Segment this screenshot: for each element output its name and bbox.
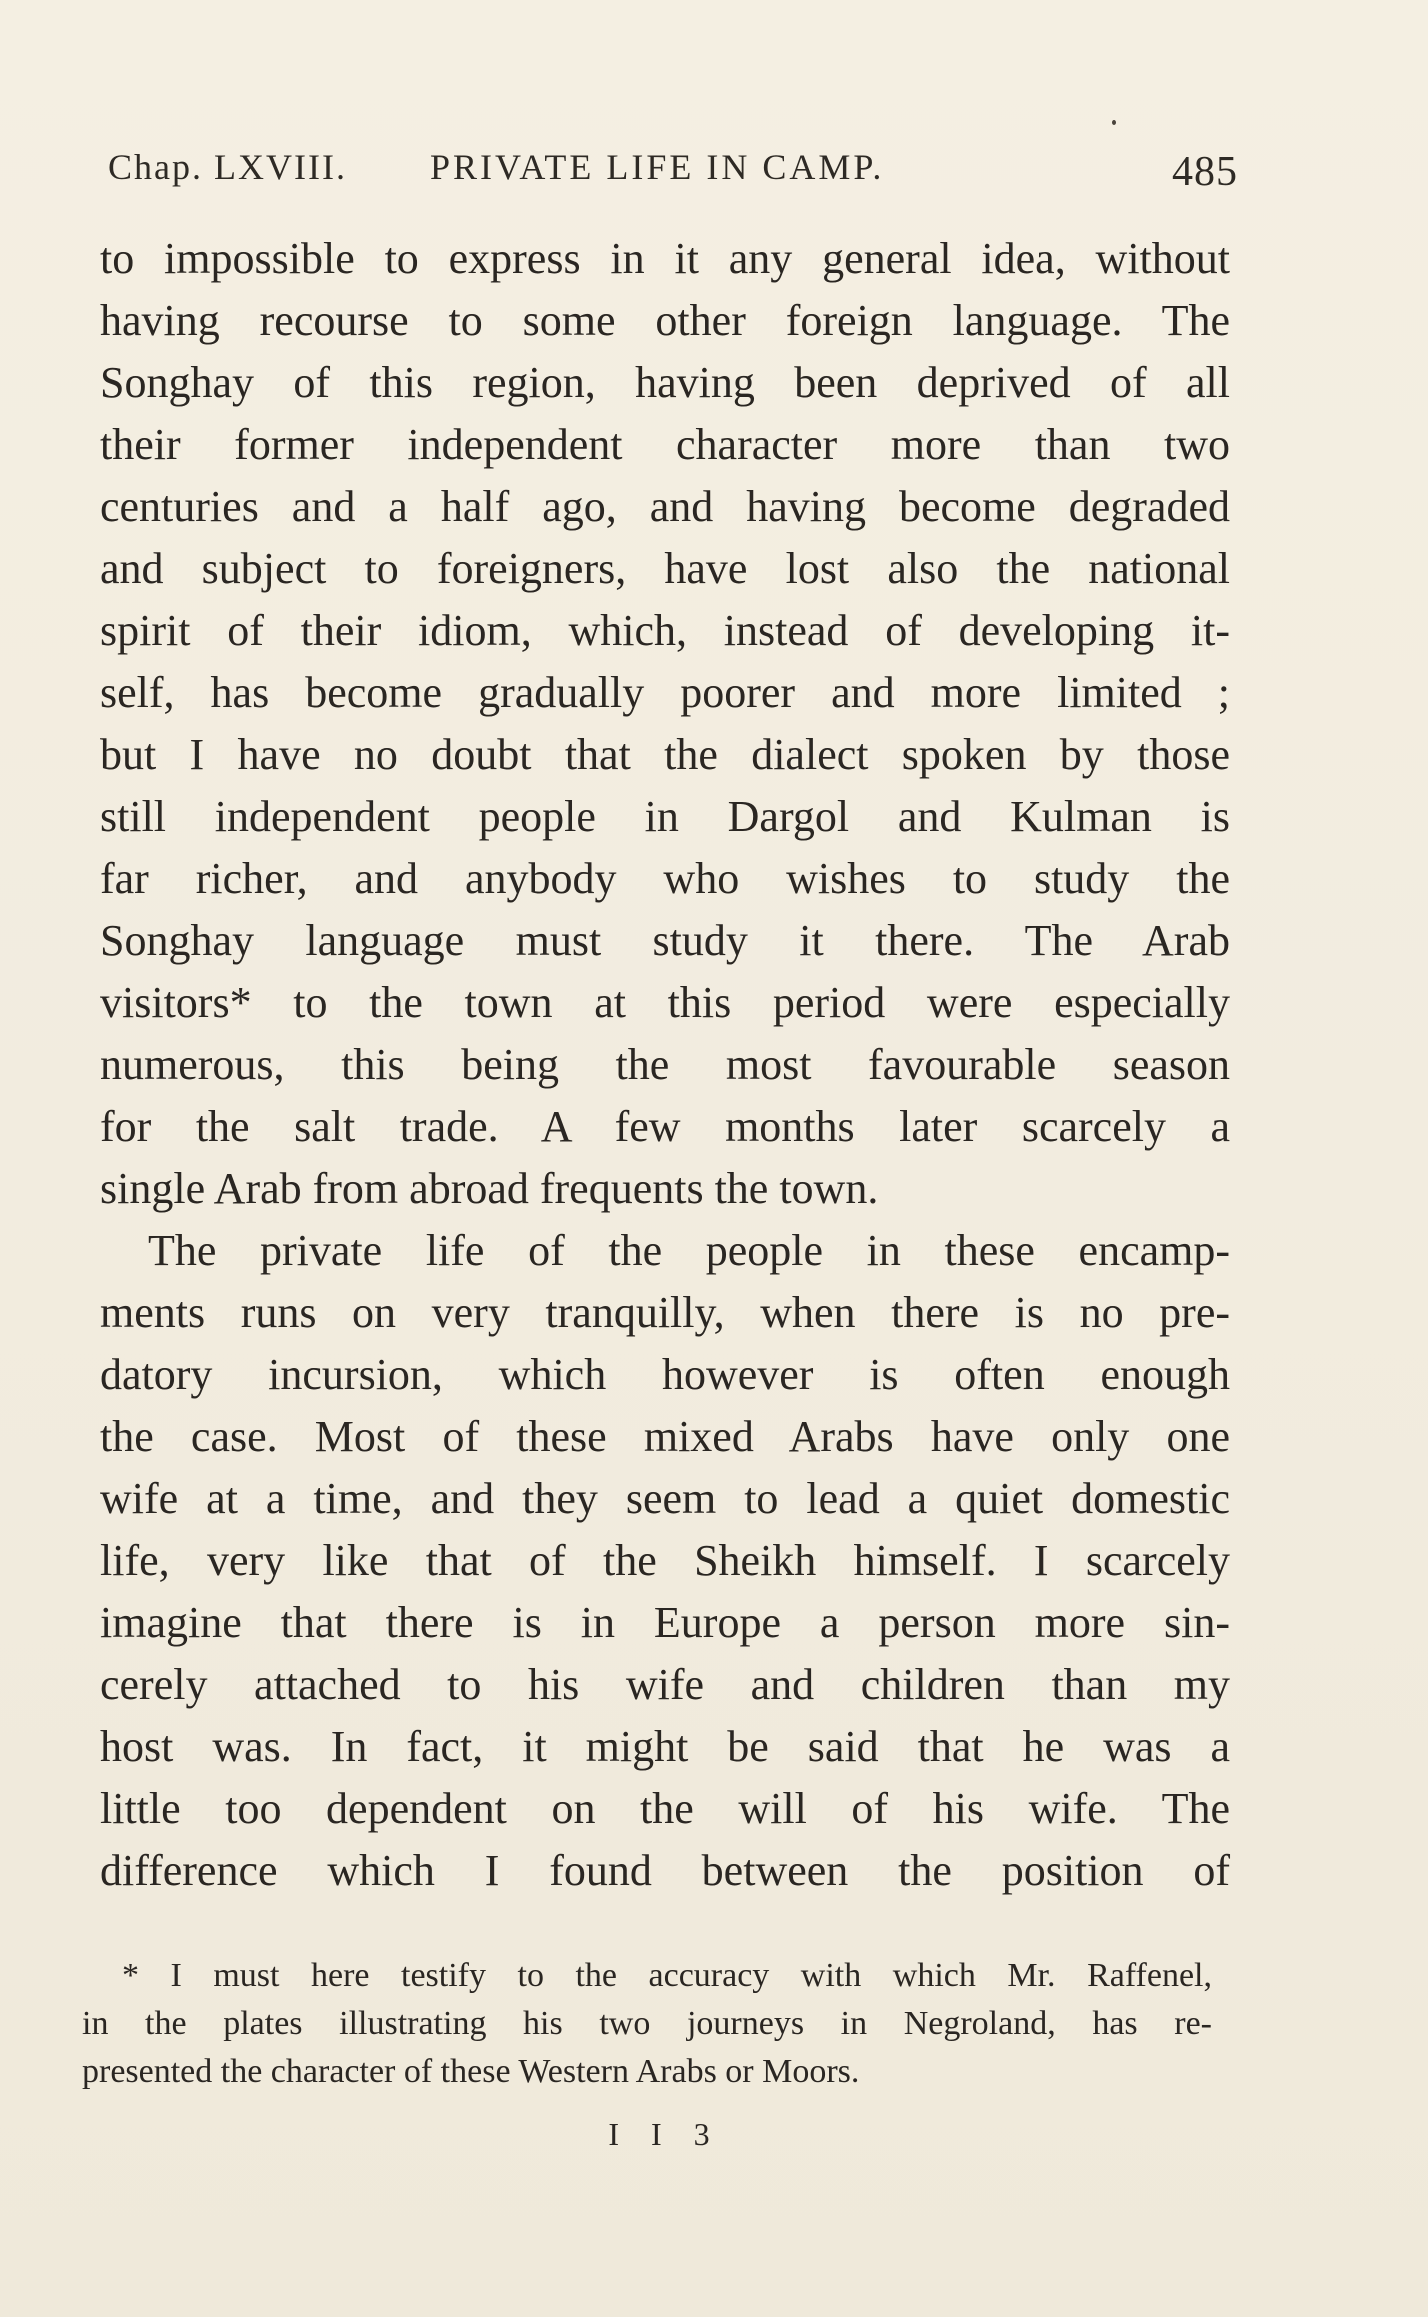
text-line: and subject to foreigners, have lost also the national <box>100 544 1230 593</box>
text-line: for the salt trade. A few months later scarcely a <box>100 1102 1230 1151</box>
text-line: difference which I found between the position of <box>100 1846 1230 1895</box>
ink-fleck <box>1112 120 1116 125</box>
text-line: Songhay language must study it there. The Arab <box>100 916 1230 965</box>
text-line: Songhay of this region, having been deprived of all <box>100 358 1230 407</box>
footnote-line: * I must here testify to the accuracy with which Mr. Raffenel, <box>122 1957 1212 1994</box>
chapter-label: Chap. LXVIII. <box>108 147 347 187</box>
signature-mark: I I 3 <box>608 2116 722 2152</box>
text-line: little too dependent on the will of his wife. The <box>100 1784 1230 1833</box>
text-line: visitors* to the town at this period were especially <box>100 978 1230 1027</box>
page-number: 485 <box>1172 149 1238 195</box>
text-line: but I have no doubt that the dialect spoken by those <box>100 730 1230 779</box>
paragraph-start-line: The private life of the people in these encamp- <box>148 1226 1230 1275</box>
page-header <box>108 140 1238 200</box>
running-title: PRIVATE LIFE IN CAMP. <box>430 147 885 187</box>
text-line: the case. Most of these mixed Arabs have only one <box>100 1412 1230 1461</box>
text-line: spirit of their idiom, which, instead of developing it- <box>100 606 1230 655</box>
text-line: far richer, and anybody who wishes to study the <box>100 854 1230 903</box>
text-line: life, very like that of the Sheikh himself. I scarcely <box>100 1536 1230 1585</box>
footnote <box>82 1952 1212 2096</box>
footnote-line: presented the character of these Western Arabs or Moors. <box>82 2053 860 2090</box>
text-line: wife at a time, and they seem to lead a quiet domestic <box>100 1474 1230 1523</box>
text-line: numerous, this being the most favourable season <box>100 1040 1230 1089</box>
text-line: having recourse to some other foreign language. The <box>100 296 1230 345</box>
text-line: ments runs on very tranquilly, when there is no pre- <box>100 1288 1230 1337</box>
text-line: centuries and a half ago, and having become degraded <box>100 482 1230 531</box>
text-line: still independent people in Dargol and Kulman is <box>100 792 1230 841</box>
text-line: datory incursion, which however is often enough <box>100 1350 1230 1399</box>
text-line: self, has become gradually poorer and more limited ; <box>100 668 1230 717</box>
text-line: their former independent character more than two <box>100 420 1230 469</box>
footnote-line: in the plates illustrating his two journeys in Negroland, has re- <box>82 2005 1212 2042</box>
text-line: imagine that there is in Europe a person more sin- <box>100 1598 1230 1647</box>
body-text <box>100 228 1230 1902</box>
text-line: to impossible to express in it any general idea, without <box>100 234 1230 283</box>
text-line: single Arab from abroad frequents the town. <box>100 1164 879 1213</box>
text-line: cerely attached to his wife and children than my <box>100 1660 1230 1709</box>
text-line: host was. In fact, it might be said that he was a <box>100 1722 1230 1771</box>
